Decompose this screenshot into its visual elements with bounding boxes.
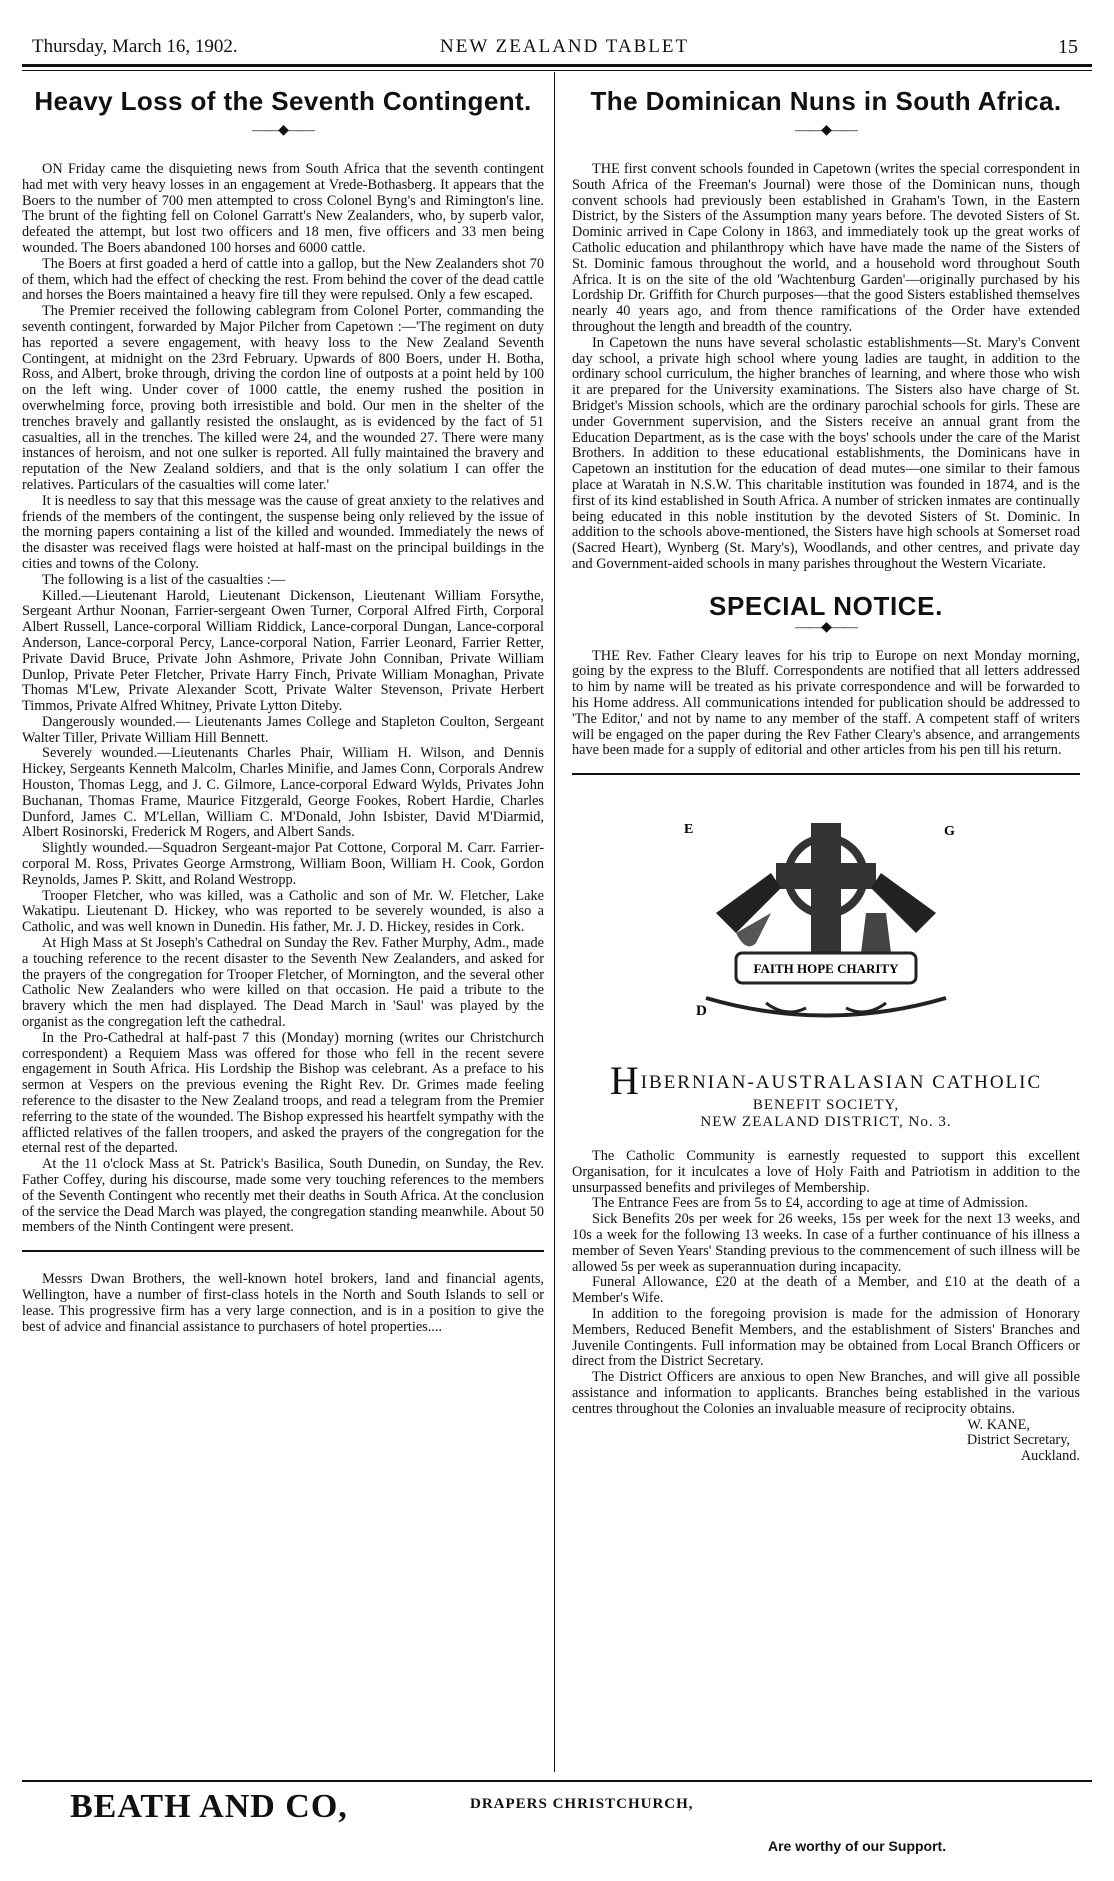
article-heading-dominican: The Dominican Nuns in South Africa. <box>590 86 1062 116</box>
society-paragraph: The District Officers are anxious to open New Branches, and will give all possible assistance and information to applicants. Branches being established in the various centres throughout the Colonies an invaluable measure of reciprocity obtains. <box>572 1369 1080 1417</box>
section-rule <box>22 1250 544 1252</box>
casualty-list-dangerous: Dangerously wounded.— Lieutenants James College and Stapleton Coulton, Sergeant Walter Tiller, Private William Hill Bennett. <box>22 713 544 746</box>
emblem-mark-left: E <box>684 822 694 838</box>
casualty-list-severe: Severely wounded.—Lieutenants Charles Phair, William H. Wilson, and Dennis Hickey, Sergeants Kenneth Malcolm, Charles Minifie, and James Conn, Corporals Andrew Houston, Thomas Legg, and J. C. Gilmore, Lance-corporal Edward Wylds, Privates John Buchanan, Thomas Frame, Maurice Fitzgerald, George Fookes, Robert Hardie, Charles Dunford, James C. M'Lellan, William C. M'Donald, John Isbister, David M'Diarmid, Albert Rosinorski, Frederick M Rogers, and Albert Sands. <box>22 745 544 841</box>
section-rule <box>572 773 1080 775</box>
society-emblem <box>572 795 1080 1055</box>
advert-dwan-brothers: Messrs Dwan Brothers, the well-known hotel brokers, land and financial agents, Wellington, have a number of first-class hotels in the North and South Islands to sell or lease. This progressive firm has a very large connection, and is in a position to give the best of advice and financial assistance to purchasers of hotel properties.... <box>22 1271 544 1335</box>
emblem-banner: FAITH HOPE CHARITY <box>753 961 899 977</box>
ornament-divider: ——◆—— <box>795 619 857 635</box>
advert-beath-name: BEATH AND CO, <box>70 1788 348 1825</box>
article-paragraph: At the 11 o'clock Mass at St. Patrick's Basilica, South Dunedin, on Sunday, the Rev. Father Coffey, during his discourse, made some very touching references to the members of the Seventh Contingent who recently met their deaths in South Africa. At the conclusion of the service the Dead March was played, the congregation standing meanwhile. About 50 members of the Ninth Contingent were present. <box>22 1156 544 1236</box>
society-title <box>572 1058 1080 1104</box>
ornament-divider: ——◆—— <box>795 123 857 138</box>
article-paragraph: At High Mass at St Joseph's Cathedral on Sunday the Rev. Father Murphy, Adm., made a touching reference to the recent disaster to the Seventh New Zealanders, and asked for the prayers of the congregation for Trooper Fletcher, of Mornington, and the several other Catholic New Zealanders who were killed on that occasion. He paid a tribute to the bravery which the men had displayed. The Dead March in 'Saul' was played by the organist as the congregation left the cathedral. <box>22 935 544 1031</box>
society-subtitle: BENEFIT SOCIETY, <box>752 1097 900 1114</box>
advert-drapers: DRAPERS CHRISTCHURCH, <box>470 1796 694 1812</box>
signature-name: W. KANE, <box>967 1416 1030 1433</box>
advert-support: Are worthy of our Support. <box>768 1838 947 1854</box>
signature-title: District Secretary, <box>966 1432 1070 1449</box>
signature-place: Auckland. <box>1020 1448 1080 1465</box>
society-district: NEW ZEALAND DISTRICT, No. 3. <box>700 1114 952 1131</box>
issue-date: Thursday, March 16, 1902. <box>32 36 238 57</box>
masthead-rule <box>22 64 1092 67</box>
page-number: 15 <box>1058 36 1078 58</box>
society-paragraph: Sick Benefits 20s per week for 26 weeks, 15s per week for the next 13 weeks, and 10s a week for the following 13 weeks. In case of a further continuance of his illness a member of Seven Years' Standing previous to the commencement of such illness will be allowed 5s per week as superannuation during incapacity. <box>572 1211 1080 1275</box>
society-initial: H <box>609 1058 641 1104</box>
ornament-divider: ——◆—— <box>252 123 314 138</box>
left-column <box>22 86 544 1335</box>
article-paragraph: The Boers at first goaded a herd of cattle into a gallop, but the New Zealanders shot 70 of them, which had the effect of checking the rest. From behind the cover of the dead cattle and horses the Boers maintained a heavy fire till they were repulsed. Only a few escaped. <box>22 255 544 304</box>
article-paragraph: THE first convent schools founded in Capetown (writes the special correspondent in South Africa of the Freeman's Journal) were those of the Dominican nuns, though convent schools had previously been established in Graham's Town, in the Eastern District, by the Sisters of the Assumption many years before. The devoted Sisters of St. Dominic arrived in Cape Colony in 1863, and immediately took up the great works of Catholic education and philanthropy which have have made the name of the Sisters of St. Dominic famous throughout the world, and a household word throughout South Africa. It is on the site of the old 'Wachtenburg Garden'—originally purchased by his Lordship Dr. Griffith for Church purposes—that the good Sisters established themselves nearly 40 years ago, and from thence ramifications of the Order have extended throughout the length and breadth of the country. <box>572 161 1080 335</box>
article-paragraph: ON Friday came the disquieting news from South Africa that the seventh contingent had met with very heavy losses in an engagement at Vrede-Bothasberg. It appears that the Boers to the number of 700 men attempted to cross Colonel Byng's and Rimington's line. The brunt of the fighting fell on Colonel Garratt's New Zealanders, who, by superb valor, defeated the attempt, but lost two officers and 18 men, five officers and 33 men being wounded. The Boers abandoned 100 horses and 6000 cattle. <box>22 161 544 256</box>
article-paragraph: The following is a list of the casualties :— <box>42 571 286 588</box>
right-column <box>572 86 1080 1465</box>
article-heading-contingent: Heavy Loss of the Seventh Contingent. <box>34 86 532 116</box>
newspaper-title: NEW ZEALAND TABLET <box>440 36 690 57</box>
casualty-list-slight: Slightly wounded.—Squadron Sergeant-major Pat Cottone, Corporal M. Carr. Farrier-corporal M. Ross, Privates George Armstrong, William Boon, William H. Cook, Gordon Reynolds, James P. Skitt, and Roland Westropp. <box>22 840 544 888</box>
masthead <box>20 32 1094 62</box>
emblem-mark-bottom: D <box>696 1003 707 1020</box>
article-paragraph: The Premier received the following cablegram from Colonel Porter, commanding the seventh contingent, forwarded by Major Pilcher from Capetown :—'The regiment on duty has reported a severe engagement, with heavy loss to the New Zealand Seventh Contingent, at midnight on the 23rd February. Upwards of 800 Boers, under H. Botha, Ross, and Albert, broke through, driving the cordon line of outposts at a point held by 100 on the left wing. Under cover of 1000 cattle, the enemy rushed the position in overwhelming force, proving both irresistible and bold. Our men in the shelter of the trenches bravely and gallantly resisted the onslaught, as is evidenced by the fact of 51 casualties, all in the trenches. The killed were 24, and the wounded 27. There were many instances of heroism, and not one sulker is reported. All fully maintained the bravery and reputation of the New Zealand soldiers, and that is the only solatium I can offer the relatives. Particulars of the casualties will come later.' <box>22 303 544 493</box>
celtic-cross-emblem-icon <box>676 803 976 1053</box>
footer-rule <box>22 1780 1092 1782</box>
society-paragraph: The Entrance Fees are from 5s to £4, according to age at time of Admission. <box>592 1195 1028 1212</box>
special-notice-text: THE Rev. Father Cleary leaves for his trip to Europe on next Monday morning, going by the express to the Bluff. Correspondents are notified that all letters addressed to him by name will be treated as his private correspondence and will be forwarded to his Home address. All communications intended for publication should be addressed to 'The Editor,' and not by name to any member of the staff. A competent staff of writers will be engaged on the paper during the Rev Father Cleary's absence, and arrangements have been made for a supply of editorial and other articles from his pen till his return. <box>572 647 1080 759</box>
casualty-list-killed: Killed.—Lieutenant Harold, Lieutenant Dickenson, Lieutenant William Forsythe, Sergeant Arthur Noonan, Farrier-sergeant Owen Turner, Corporal Alfred Firth, Corporal Albert Russell, Lance-corporal William Riddick, Lance-corporal Dungan, Lance-corporal Anderson, Lance-corporal Percy, Lance-corporal Nation, Farrier Leonard, Farrier Retter, Private David Bruce, Private John Ashmore, Private John Conniban, Private William Dunlop, Private Peter Fletcher, Private Harry Finch, Private William Monaghan, Private Thomas M'Lew, Private Alexander Scott, Private Walter Stevenson, Private Herbert Timmos, Private Alfred Whitney, Private Lytton Diteby. <box>22 587 544 715</box>
society-paragraph: The Catholic Community is earnestly requested to support this excellent Organisation, for it inculcates a love of Holy Faith and Patriotism in addition to the unsurpassed benefits and privileges of Membership. <box>572 1148 1080 1196</box>
society-paragraph: Funeral Allowance, £20 at the death of a Member, and £10 at the death of a Member's Wife. <box>572 1274 1080 1307</box>
emblem-mark-right: G <box>944 824 955 840</box>
article-paragraph: In the Pro-Cathedral at half-past 7 this (Monday) morning (writes our Christchurch correspondent) a Requiem Mass was offered for those who fell in the recent severe engagement in South Africa. His Lordship the Bishop was celebrant. As a preface to his sermon at Vespers on the previous evening the Right Rev. Dr. Grimes made feeling reference to the disaster to the New Zealand troops, and read a telegram from the Premier referring to the state of the wounded. The Bishop expressed his heartfelt sympathy with the afflicted relatives of the fallen troopers, and asked the prayers of the congregation for the eternal rest of the departed. <box>22 1029 544 1157</box>
society-name: IBERNIAN-AUSTRALASIAN CATHOLIC <box>640 1072 1043 1094</box>
masthead-rule-thin <box>22 70 1092 71</box>
article-paragraph: Trooper Fletcher, who was killed, was a Catholic and son of Mr. W. Fletcher, Lake Wakatipu. Lieutenant D. Hickey, who was reported to be severely wounded, is also a Catholic, and was well known in Dunedin. His father, Mr. J. D. Hickey, resides in Cork. <box>22 887 544 936</box>
column-divider <box>554 72 555 1772</box>
article-paragraph: In Capetown the nuns have several scholastic establishments—St. Mary's Convent day school, a private high school where young ladies are taught, in addition to the ordinary school curriculum, the higher branches of learning, and where those who wish it are prepared for the University examinations. The Sisters also have charge of St. Bridget's Mission schools, which are the ordinary parochial schools for girls. These are under Government supervision, and the Sisters receive an annual grant from the Education Department, as is the case with the boys' schools under the care of the Marist Brothers. In addition to these educational establishments, the Dominicans have in Capetown an institution for the education of dead mutes—one similar to their famous place at Waratah in N.S.W. This charitable institution was founded in 1874, and is the first of its kind established in South Africa. A number of stricken inmates are continually being educated in this noble institution by the devoted Sisters of St. Dominic. In addition to the schools above-mentioned, the Sisters have high schools at Somerset road (Sacred Heart), Wynberg (St. Mary's), Woodlands, and other centres, and private day and Government-aided schools in many parishes throughout the Western Vicariate. <box>572 334 1080 572</box>
society-paragraph: In addition to the foregoing provision is made for the admission of Honorary Members, Reduced Benefit Members, and the establishment of Sisters' Branches and Juvenile Contingents. Full information may be obtained from Local Branch Officers or direct from the District Secretary. <box>572 1306 1080 1370</box>
article-paragraph: It is needless to say that this message was the cause of great anxiety to the relatives and friends of the members of the contingent, the suspense being only relieved by the issue of the morning papers containing a list of the killed and wounded. Immediately the news of the disaster was received flags were hoisted at half-mast on the principal buildings in the cities and towns of the Colony. <box>22 492 544 572</box>
special-notice-heading: SPECIAL NOTICE. <box>709 590 943 621</box>
